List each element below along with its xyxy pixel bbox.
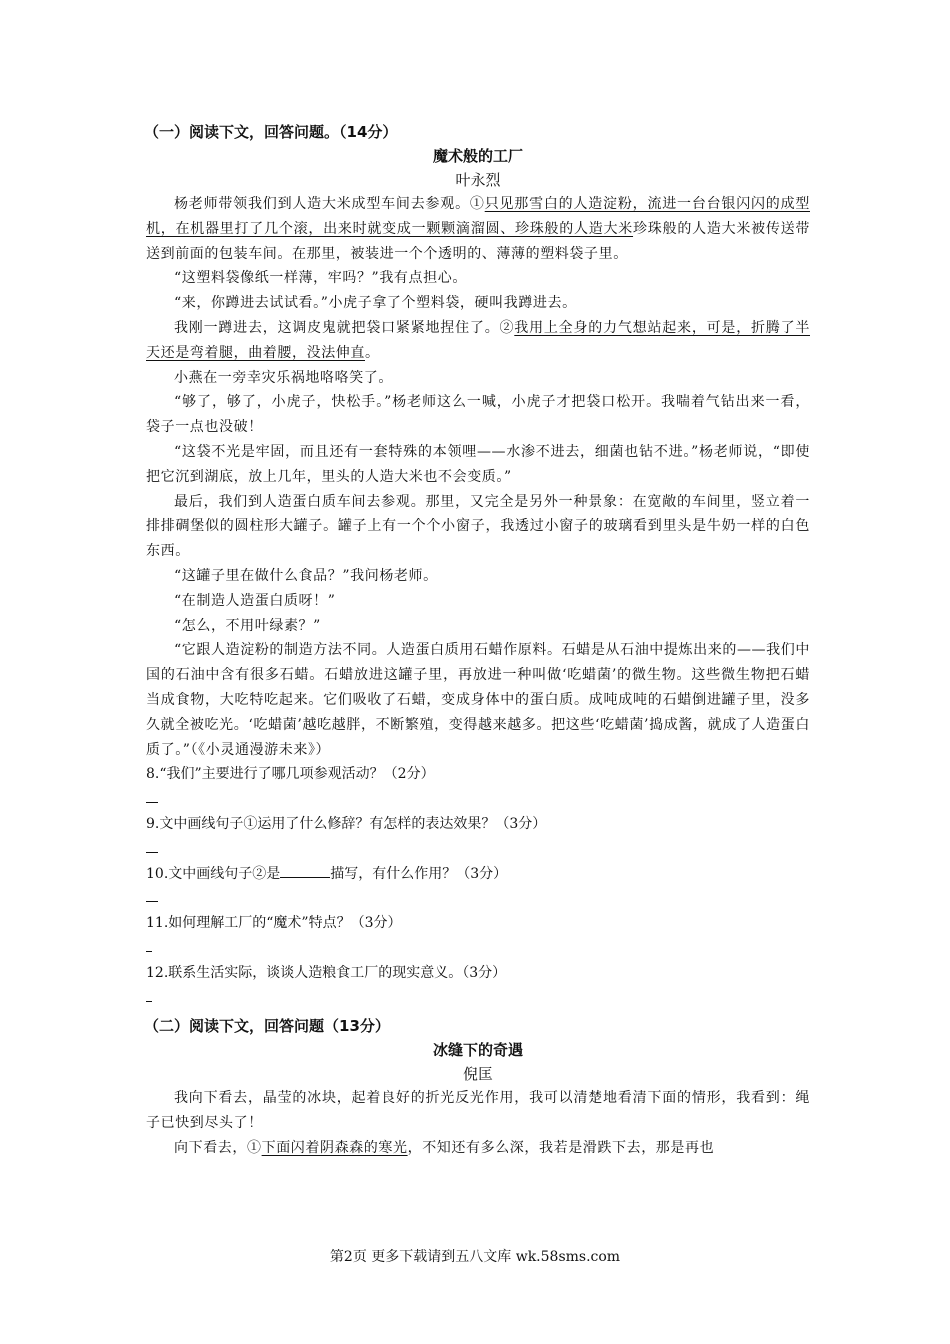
article1-paragraph: 最后，我们到人造蛋白质车间去参观。那里，又完全是另外一种景象：在宽敞的车间里，竖立着一排排碉堡似的圆柱形大罐子。罐子上有一个个小窗子，我透过小窗子的玻璃看到里头是牛奶一样的白色东西。: [146, 493, 810, 560]
question-10: 10.文中画线句子②是 描写，有什么作用？（3分）: [146, 862, 810, 887]
article1-paragraph: “在制造人造蛋白质呀！”: [174, 592, 336, 609]
question-9: 9.文中画线句子①运用了什么修辞？有怎样的表达效果？（3分）: [146, 815, 547, 832]
document-page: [146, 120, 810, 1161]
article2-paragraph: 向下看去，①下面闪着阴森森的寒光，不知还有多么深，我若是滑跌下去，那是再也: [174, 1139, 715, 1156]
answer-line: [146, 787, 810, 812]
article1-paragraph: 我刚一蹲进去，这调皮鬼就把袋口紧紧地捏住了。②我用上全身的力气想站起来，可是，折腾了半天还是弯着腿，曲着腰，没法伸直。: [146, 319, 810, 361]
fill-blank: [280, 863, 330, 878]
article2-title: 冰缝下的奇遇: [432, 1041, 523, 1060]
answer-line: [146, 986, 810, 1011]
article1-paragraph: 小燕在一旁幸灾乐祸地咯咯笑了。: [174, 369, 393, 386]
page-footer: 第2页 更多下载请到五八文库 wk.58sms.com: [329, 1249, 621, 1265]
section2-heading: （二）阅读下文，回答问题（13分）: [144, 1017, 390, 1036]
answer-line: [146, 837, 810, 862]
answer-line: [146, 936, 810, 961]
article1-paragraph: “来，你蹲进去试试看。”小虎子拿了个塑料袋，硬叫我蹲进去。: [174, 295, 577, 312]
question-11: 11.如何理解工厂的“魔术”特点？（3分）: [146, 915, 402, 932]
article1-paragraph: “怎么，不用叶绿素？”: [174, 617, 321, 634]
article1-paragraph: “它跟人造淀粉的制造方法不同。人造蛋白质用石蜡作原料。石蜡是从石油中提炼出来的——我们中国的石油中含有很多石蜡。石蜡放进这罐子里，再放进一种叫做‘吃蜡菌’的微生物。这些微生物把石蜡当成食物，大吃特吃起来。它们吸收了石蜡，变成身体中的蛋白质。成吨成吨的石蜡倒进罐子里，没多久就全被吃光。‘吃蜡菌’越吃越胖，不断繁殖，变得越来越多。把这些‘吃蜡菌’捣成酱，就成了人造蛋白质了。”（《小灵通漫游未来》）: [146, 642, 810, 758]
underlined-sentence-2: 我用上全身的力气想站起来，可是，折腾了半天还是弯着腿，曲着腰，没法伸直: [146, 319, 810, 361]
article1-author: 叶永烈: [455, 171, 501, 189]
underlined-sentence-1: 下面闪着阴森森的寒光: [261, 1139, 408, 1156]
section1-heading: （一）阅读下文，回答问题。（14分）: [144, 123, 398, 141]
underlined-sentence-1: 只见那雪白的人造淀粉，流进一台台银闪闪的成型机，在机器里打了几个滚，出来时就变成一颗颗滴溜圆、珍珠般的人造大米: [146, 196, 810, 237]
article1-paragraph: “这塑料袋像纸一样薄，牢吗？”我有点担心。: [174, 270, 467, 287]
article2-author: 倪匡: [462, 1065, 493, 1084]
article1-paragraph: 杨老师带领我们到人造大米成型车间去参观。①只见那雪白的人造淀粉，流进一台台银闪闪的成型机，在机器里打了几个滚，出来时就变成一颗颗滴溜圆、珍珠般的人造大米珍珠般的人造大米被传送带送到前面的包装车间。在那里，被装进一个个透明的、薄薄的塑料袋子里。: [146, 196, 810, 262]
question-12: 12.联系生活实际，谈谈人造粮食工厂的现实意义。（3分）: [146, 964, 507, 981]
article2-paragraph: 我向下看去，晶莹的冰块，起着良好的折光反光作用，我可以清楚地看清下面的情形，我看到：绳子已快到尽头了！: [146, 1090, 810, 1132]
answer-line: [146, 886, 810, 911]
question-8: 8.“我们”主要进行了哪几项参观活动？（2分）: [146, 766, 435, 783]
article1-paragraph: “这袋不光是牢固，而且还有一套特殊的本领哩——水渗不进去，细菌也钻不进。”杨老师说，“即使把它沉到湖底，放上几年，里头的人造大米也不会变质。”: [146, 443, 811, 485]
article1-title: 魔术般的工厂: [432, 147, 523, 165]
article1-paragraph: “这罐子里在做什么食品？”我问杨老师。: [174, 567, 438, 584]
article1-paragraph: “够了，够了，小虎子，快松手。”杨老师这么一喊，小虎子才把袋口松开。我喘着气钻出来一看，袋子一点也没破！: [146, 394, 810, 436]
